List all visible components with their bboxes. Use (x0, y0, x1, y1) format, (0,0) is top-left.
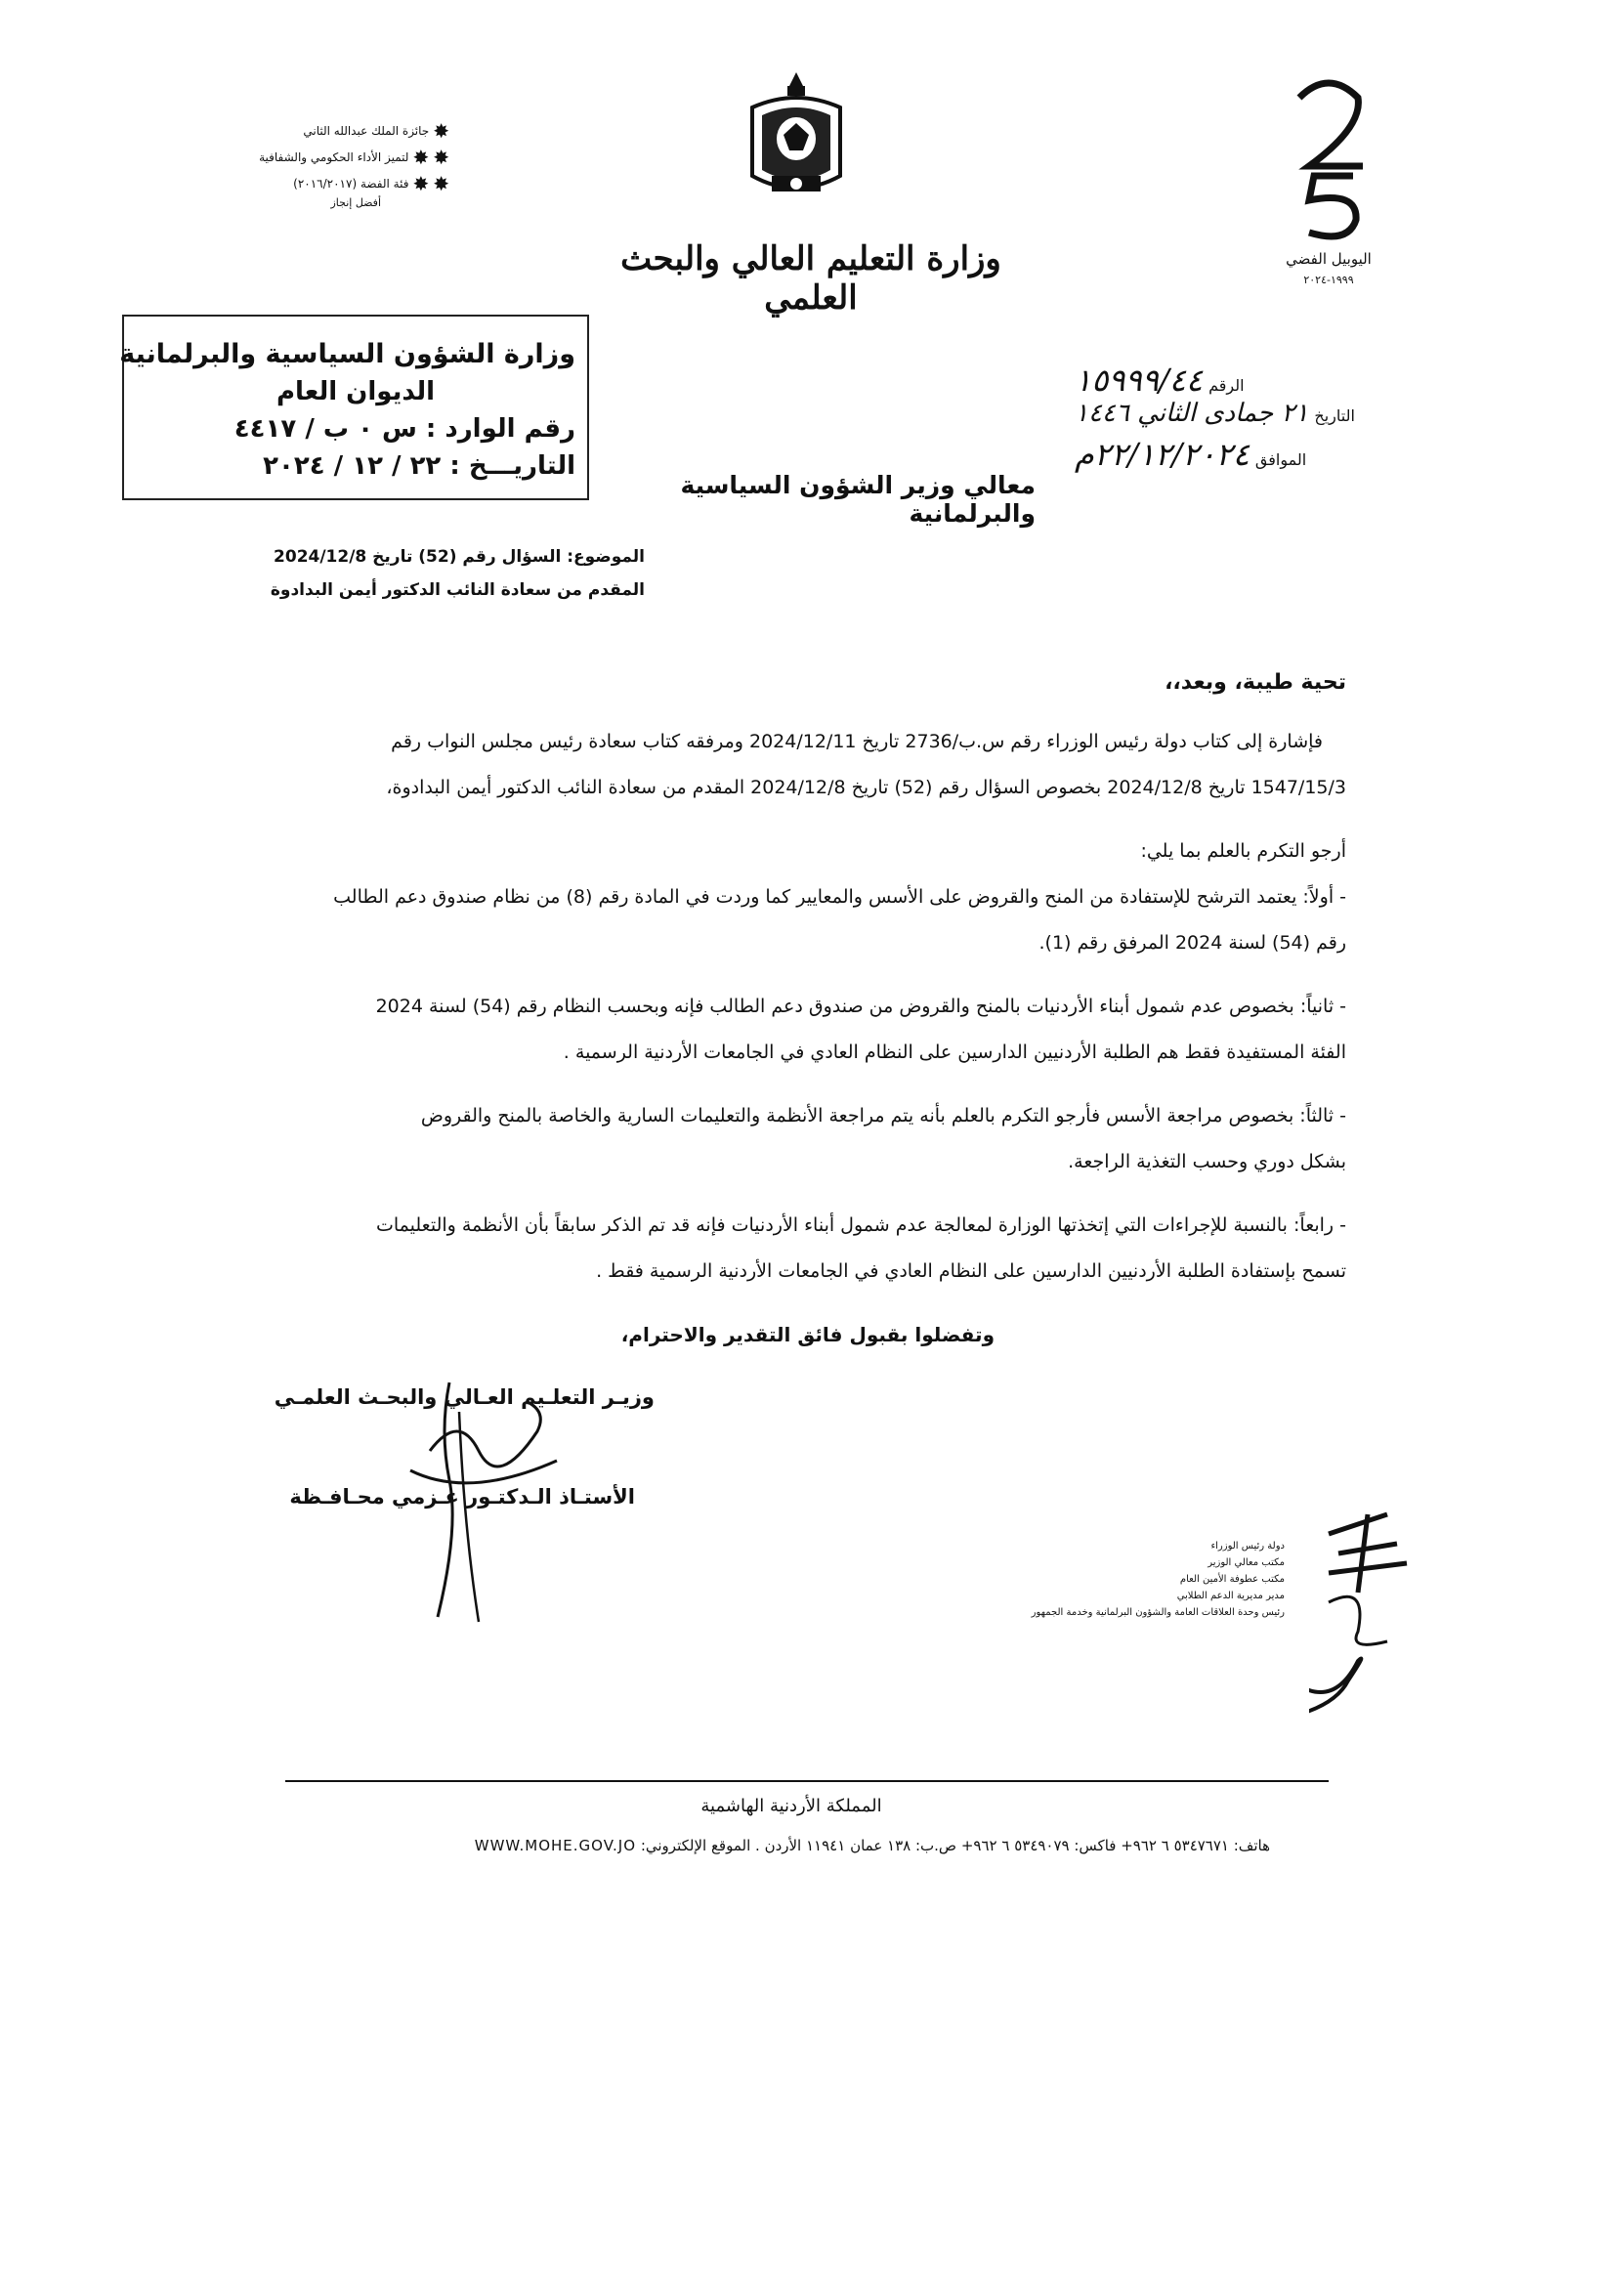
star-icon: ✸ (433, 171, 449, 195)
stamp-department: الديوان العام (275, 377, 436, 406)
stamp-incoming-number: رقم الوارد : س ٠ ب / ٤٤١٧ (233, 414, 575, 444)
awards-footer: أفضل إنجاز (330, 196, 381, 209)
handwritten-initials (1309, 1495, 1426, 1729)
footer-website-link[interactable]: WWW.MOHE.GOV.JO (474, 1837, 637, 1854)
reference-date-row (1075, 399, 1446, 436)
footer-contact-details: هاتف: ٥٣٤٧٦٧١ ٦ ٩٦٢+ فاكس: ٥٣٤٩٠٧٩ ٦ ٩٦٢+ ص.ب: ١٣٨ عمان ١١٩٤١ الأردن . الموقع الإلكتروني: (640, 1837, 1270, 1854)
body-line: الفئة المستفيدة فقط هم الطلبة الأردنيين الدارسين على النظام العادي في الجامعات الأردنية الرسمية . (563, 1042, 1346, 1063)
body-line: بشكل دوري وحسب التغذية الراجعة. (1068, 1151, 1346, 1172)
subject-line: المقدم من سعادة النائب الدكتور أيمن البدادوة (270, 580, 645, 600)
body-line: أرجو التكرم بالعلم بما يلي: (1140, 840, 1346, 862)
reference-date-label: التاريخ (1314, 406, 1355, 425)
reference-block (1075, 361, 1446, 473)
closing: وتفضلوا بقبول فائق التقدير والاحترام، (620, 1323, 995, 1346)
reference-equivalent-row (1075, 436, 1446, 473)
greeting: تحية طيبة، وبعد،، (1165, 670, 1346, 695)
body-line: - ثالثاً: بخصوص مراجعة الأسس فأرجو التكرم بالعلم بأنه يتم مراجعة الأنظمة والتعليمات السارية والخاصة بالمنح والقروض (420, 1105, 1346, 1127)
award-row (195, 170, 449, 196)
body-line: رقم (54) لسنة 2024 المرفق رقم (1). (1038, 932, 1346, 954)
body-line: فإشارة إلى كتاب دولة رئيس الوزراء رقم س.ب/2736 تاريخ 2024/12/11 ومرفقه كتاب سعادة رئيس مجلس النواب رقم (391, 731, 1323, 752)
awards-block (195, 117, 449, 209)
reference-date-value: ٢١ جمادى الثاني ١٤٤٦ (1075, 399, 1309, 428)
body-line: - رابعاً: بالنسبة للإجراءات التي إتخذتها الوزارة لمعالجة عدم شمول أبناء الأردنيات فإنه قد تم الذكر سابقاً بأن الأنظمة والتعليمات (375, 1214, 1346, 1236)
star-icon: ✸ (433, 118, 449, 143)
stamp-ministry: وزارة الشؤون السياسية والبرلمانية (119, 339, 575, 369)
recipient: معالي وزير الشؤون السياسية والبرلمانية (680, 471, 1036, 528)
cc-item: مكتب عطوفة الأمين العام (1179, 1574, 1285, 1585)
ministry-name: وزارة التعليم العالي والبحث العلمي (620, 239, 1001, 318)
footer-kingdom: المملكة الأردنية الهاشمية (700, 1796, 882, 1816)
jordan-coat-of-arms-emblem (742, 68, 850, 205)
cc-item: دولة رئيس الوزراء (1210, 1541, 1285, 1552)
letter-body (225, 659, 1346, 1358)
anniversary-years: ١٩٩٩-٢٠٢٤ (1303, 274, 1354, 286)
award-text: جائزة الملك عبدالله الثاني (303, 123, 430, 138)
cc-item: مدير مديرية الدعم الطلابي (1176, 1591, 1285, 1601)
reference-number-value: ١٥٩٩٩/٤٤ (1075, 361, 1204, 399)
reference-equivalent-label: الموافق (1254, 450, 1307, 469)
reference-number-row (1075, 361, 1446, 399)
award-row (195, 117, 449, 144)
signatory-name: الأستـاذ الـدكتـور عـزمي محـافـظة (289, 1485, 635, 1509)
silver-jubilee-25-logo (1270, 68, 1387, 244)
award-text: لتميز الأداء الحكومي والشفافية (259, 149, 409, 164)
star-icon: ✸ (433, 145, 449, 169)
award-text: فئة الفضة (٢٠١٦/٢٠١٧) (293, 176, 409, 191)
reference-equivalent-value: ٢٢/١٢/٢٠٢٤م (1075, 436, 1250, 473)
footer-divider (285, 1780, 1329, 1782)
subject (215, 540, 645, 607)
reference-number-label: الرقم (1208, 376, 1245, 395)
body-line: تسمح بإستفادة الطلبة الأردنيين الدارسين على النظام العادي في الجامعات الأردنية الرسمية فقط . (596, 1260, 1346, 1282)
footer-contact (342, 1837, 1270, 1854)
signatory-title: وزيـر التعلـيم العـالي والبحـث العلمـي (274, 1385, 655, 1409)
body-line: - أولاً: يعتمد الترشح للإستفادة من المنح والقروض على الأسس والمعايير كما وردت في المادة رقم (8) من نظام صندوق دعم الطالب (333, 886, 1346, 908)
incoming-stamp (119, 315, 589, 500)
cc-item: مكتب معالي الوزير (1208, 1557, 1285, 1568)
star-icon: ✸ (412, 145, 430, 169)
cc-list (1031, 1541, 1285, 1624)
star-icon: ✸ (412, 171, 430, 195)
stamp-date: التاريـــخ : ٢٢ / ١٢ / ٢٠٢٤ (263, 451, 575, 481)
award-row (195, 144, 449, 170)
subject-line: الموضوع: السؤال رقم (52) تاريخ 2024/12/8 (274, 547, 645, 567)
body-line: 1547/15/3 تاريخ 2024/12/8 بخصوص السؤال رقم (52) تاريخ 2024/12/8 المقدم من سعادة النائب الدكتور أيمن البدادوة، (386, 777, 1346, 798)
cc-item: رئيس وحدة العلاقات العامة والشؤون البرلمانية وخدمة الجمهور (1031, 1607, 1285, 1618)
anniversary-caption: اليوبيل الفضي (1286, 250, 1372, 268)
body-line: - ثانياً: بخصوص عدم شمول أبناء الأردنيات بالمنح والقروض من صندوق دعم الطالب فإنه وبحسب النظام رقم (54) لسنة 2024 (375, 996, 1346, 1017)
